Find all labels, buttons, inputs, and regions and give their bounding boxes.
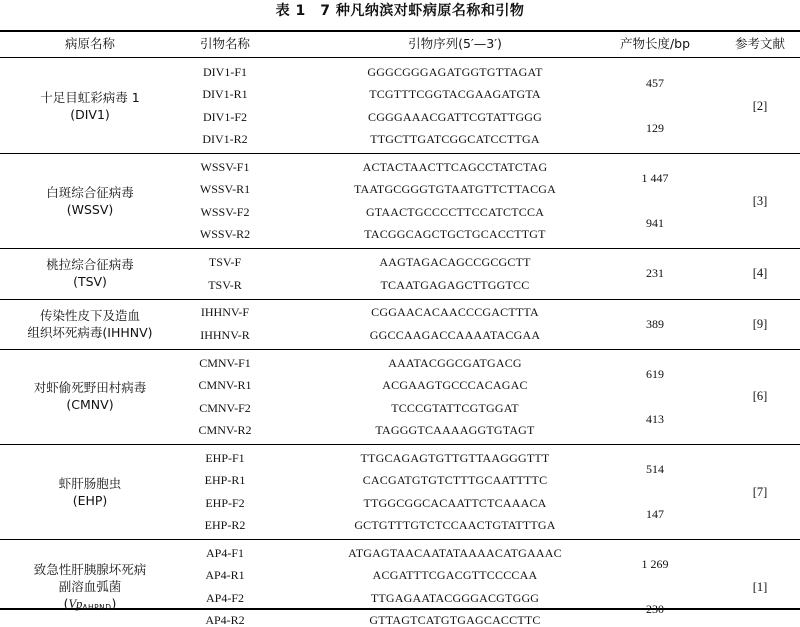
header-pathogen: 病原名称 [64,36,115,51]
primer-name: DIV1-F1 [203,64,247,79]
product-length: 1 447 [641,171,669,186]
primer-sequence: CGGGAAACGATTCGTATTGGG [368,109,542,124]
primer-sequence: ACTACTAACTTCAGCCTATCTAG [362,159,548,174]
primer-sequence: TCCCGTATTCGTGGAT [391,400,519,415]
header-rule [0,57,800,58]
primer-name: EHP-F1 [205,450,245,465]
pathogen-name-line: 传染性皮下及造血 [39,307,140,323]
product-length: 1 269 [641,557,669,572]
product-length: 941 [646,216,664,231]
abbreviation-italic: Vp [68,597,83,612]
reference-cite: [4] [752,266,768,281]
pathogen-name-line: 对虾偷死野田村病毒 [33,380,147,396]
reference-cite: [3] [752,193,768,208]
primer-name: WSSV-R1 [199,182,251,197]
primer-name: WSSV-F2 [200,204,250,219]
primer-name: DIV1-F2 [203,109,247,124]
primer-sequence: ATGAGTAACAATATAAAACATGAAAC [348,545,562,560]
primer-sequence: TAATGCGGGTGTAATGTTCTTACGA [353,182,557,197]
primer-name: DIV1-R1 [202,87,248,102]
pathogen-name-line: 白斑综合征病毒 [46,184,134,200]
primer-sequence: TTGAGAATACGGGACGTGGG [370,590,540,605]
primer-sequence: GTAACTGCCCCTTCCATCTCCA [365,204,545,219]
pathogen-abbreviation: $(Vp_{AHPND})$ [63,596,117,613]
header-reference: 参考文献 [734,36,785,51]
primer-name: EHP-F2 [205,495,245,510]
primer-sequence: TTGGCGGCACAATTCTCAAACA [363,495,547,510]
header-sequence: 引物序列(5′—3′) [408,36,502,51]
primer-name: EHP-R2 [204,518,246,533]
group-divider [0,248,800,249]
primer-name: DIV1-R2 [202,132,248,147]
primer-name: TSV-R [208,277,242,292]
abbreviation-subscript: AHPND [82,603,112,613]
primer-name: WSSV-F1 [200,159,250,174]
primer-sequence: TCAATGAGAGCTTGGTCC [380,277,530,292]
primer-name: AP4-R2 [205,613,245,627]
reference-cite: [2] [752,98,768,113]
group-divider [0,153,800,154]
primer-name: CMNV-R2 [198,423,252,438]
primer-sequence: TAGGGTCAAAAGGTGTAGT [375,423,535,438]
primer-sequence: GTTAGTCATGTGAGCACCTTC [369,613,541,627]
top-rule [0,30,800,32]
group-divider [0,444,800,445]
reference-cite: [6] [752,389,768,404]
primer-name: AP4-F1 [205,545,244,560]
product-length: 457 [646,76,664,90]
pathogen-name-line: 副溶血弧菌 [58,579,122,595]
reference-cite: [1] [752,579,768,594]
pathogen-name-line: 桃拉综合征病毒 [46,257,134,273]
pathogen-name-line: 虾肝肠胞虫 [58,475,122,491]
primer-name: IHHNV-R [200,327,250,342]
primer-name: CMNV-F2 [199,400,251,415]
product-length: 413 [646,411,664,426]
pathogen-name-line: (DIV1) [70,106,110,122]
header-primer: 引物名称 [199,36,250,51]
primer-name: IHHNV-F [200,305,250,320]
primer-sequence: GCTGTTTGTCTCCAACTGTATTTGA [354,518,556,533]
primer-sequence: AAGTAGACAGCCGCGCTT [379,255,531,270]
product-length: 231 [646,266,664,281]
primer-sequence: GGCCAAGACCAAAATACGAA [369,327,541,342]
primer-sequence: TACGGCAGCTGCTGCACCTTGT [364,227,546,242]
primer-name: AP4-F2 [205,590,244,605]
primer-name: CMNV-F1 [199,355,251,370]
primer-sequence: TCGTTTCGGTACGAAGATGTA [369,87,541,102]
primer-sequence: TTGCAGAGTGTTGTTAAGGGTTT [360,450,550,465]
primer-sequence: ACGATTTCGACGTTCCCCAA [372,568,538,583]
product-length: 389 [646,316,664,331]
product-length: 619 [646,366,664,381]
group-divider [0,539,800,540]
group-divider [0,349,800,350]
primer-name: EHP-R1 [204,473,246,488]
primer-sequence: TTGCTTGATCGGCATCCTTGA [370,132,540,147]
pathogen-name-line: 组织坏死病毒(IHHNV) [27,324,153,340]
pathogen-name-line: 十足目虹彩病毒 1 [40,89,140,105]
primer-sequence: ACGAAGTGCCCACAGAC [382,378,528,393]
product-length: 230 [646,602,664,617]
primer-sequence: AAATACGGCGATGACG [388,355,522,370]
product-length: 129 [646,121,664,135]
product-length: 514 [646,462,664,476]
primer-name: CMNV-R1 [198,378,252,393]
primer-sequence: CACGATGTGTCTTTGCAATTTTC [362,473,548,488]
pathogen-name-line: (EHP) [72,492,108,508]
primer-name: AP4-R1 [205,568,245,583]
reference-cite: [9] [752,316,768,331]
primer-sequence: CGGAACACAACCCGACTTTA [371,305,539,320]
pathogen-name-line: 致急性肝胰腺坏死病 [33,562,147,578]
primer-sequence: GGGCGGGAGATGGTGTTAGAT [367,64,543,79]
pathogen-name-line: (WSSV) [66,201,114,217]
table-caption: 表 1 7 种凡纳滨对虾病原名称和引物 [275,3,525,19]
group-divider [0,299,800,300]
primer-name: TSV-F [208,255,242,270]
pathogen-name-line: (TSV) [73,274,107,290]
reference-cite: [7] [752,484,768,499]
primer-name: WSSV-R2 [199,227,251,242]
product-length: 147 [646,507,664,521]
pathogen-name-line: (CMNV) [66,397,114,413]
header-product-length: 产物长度/bp [619,36,691,51]
